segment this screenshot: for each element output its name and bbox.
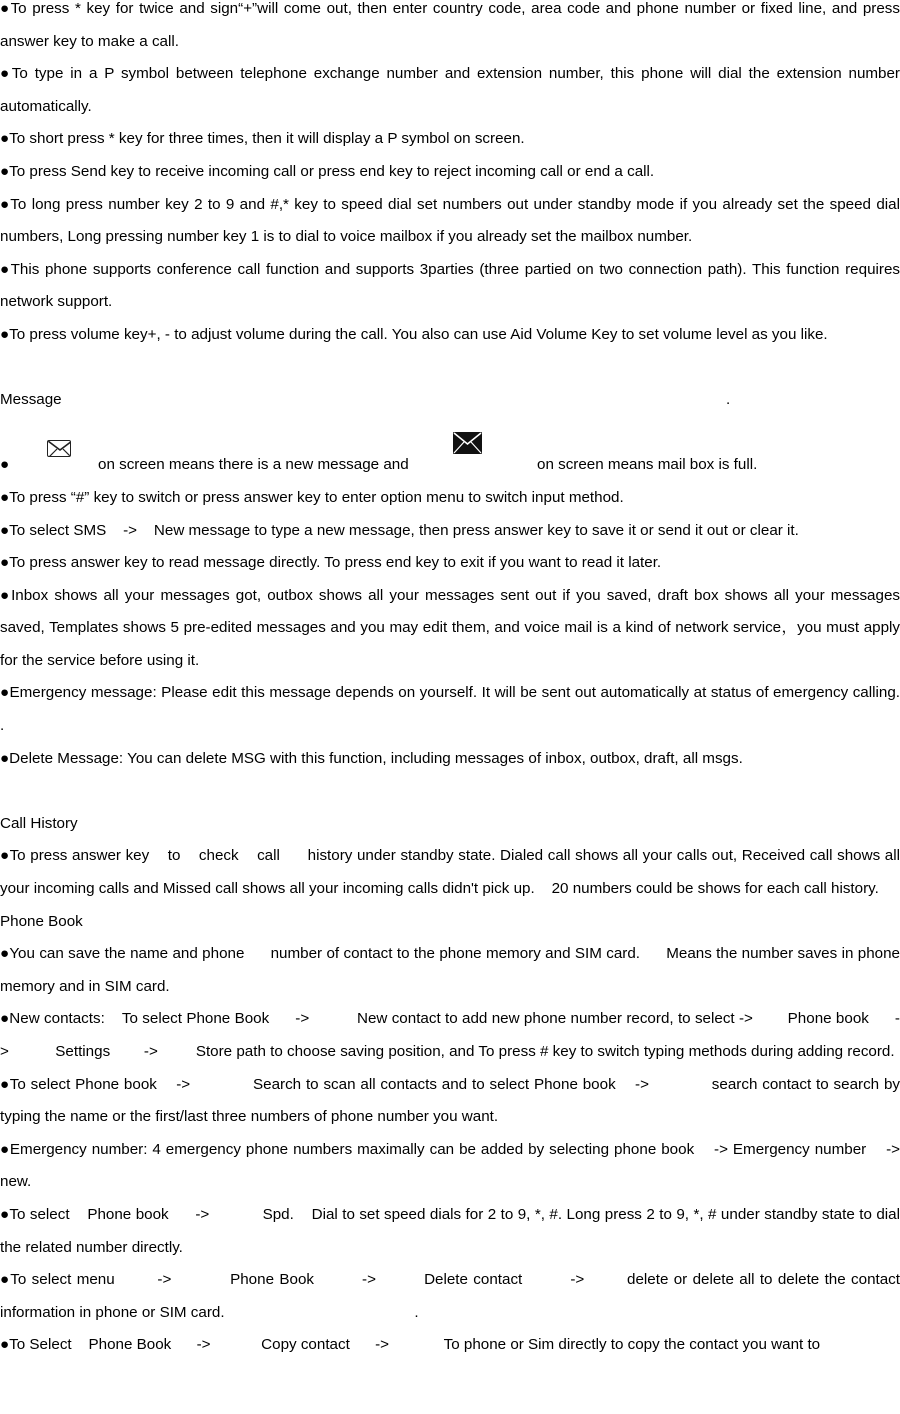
- mailbox-full-text: on screen means mail box is full.: [537, 456, 758, 474]
- icon-row-bullet: ●: [0, 456, 10, 474]
- paragraph-delete-contact: ●To select menu -> Phone Book -> Delete contact -> delete or delete all to delete the contact information in phone or SIM card. .: [0, 1271, 900, 1321]
- spacer: [0, 417, 900, 450]
- envelope-outline-icon: [47, 440, 71, 457]
- message-heading: Message: [0, 391, 62, 409]
- paragraph-intl-call: ●To press * key for twice and sign“+”will come out, then enter country code, area code and phone number or fixed line, and press answer key to make a call.: [0, 0, 900, 50]
- paragraph-new-contacts: ●New contacts: To select Phone Book -> New contact to add new phone number record, to select -> Phone book -> Settings -> Store path to choose saving position, and To press # key to switch typing methods during adding record.: [0, 1010, 900, 1060]
- paragraph-call-history: ●To press answer key to check call history under standby state. Dialed call shows all your calls out, Received call shows all your incoming calls and Missed call shows all your incoming calls didn't pick up. 20 numbers could be shows for each call history.: [0, 847, 900, 898]
- message-icons-row: [0, 449, 900, 482]
- paragraph-speed-dial: ●To long press number key 2 to 9 and #,* key to speed dial set numbers out under standby mode if you already set the speed dial numbers, Long pressing number key 1 is to dial to voice mailbox if you already set the mailbox number.: [0, 195, 900, 246]
- spacer: [0, 352, 900, 385]
- message-heading-row: [0, 384, 900, 417]
- paragraph-conference: ●This phone supports conference call function and supports 3parties (three partied on two connection path). This function requires network support.: [0, 260, 900, 311]
- paragraph-send-end: ●To press Send key to receive incoming call or press end key to reject incoming call or end a call.: [0, 162, 655, 180]
- paragraph-inbox: ●Inbox shows all your messages got, outbox shows all your messages sent out if you saved, draft box shows all your messages saved, Templates shows 5 pre-edited messages and you may edit them, and voice mail is a kind of network service，you must apply for the service before using it.: [0, 586, 900, 669]
- paragraph-new-sms: ●To select SMS -> New message to type a new message, then press answer key to save it or send it out or clear it.: [0, 521, 799, 539]
- paragraph-volume: ●To press volume key+, - to adjust volume during the call. You also can use Aid Volume Key to set volume level as you like.: [0, 325, 828, 343]
- paragraph-emergency-message: ●Emergency message: Please edit this message depends on yourself. It will be sent out automatically at status of emergency calling. .: [0, 684, 900, 735]
- paragraph-save-contact: ●You can save the name and phone number of contact to the phone memory and SIM card. Means the number saves in phone memory and in SIM card.: [0, 945, 900, 995]
- paragraph-read-message: ●To press answer key to read message directly. To press end key to exit if you want to read it later.: [0, 554, 662, 572]
- message-heading-dot: .: [726, 391, 731, 409]
- phone-book-heading: Phone Book: [0, 912, 83, 930]
- paragraph-extension: ●To type in a P symbol between telephone exchange number and extension number, this phone will dial the extension number automatically.: [0, 65, 900, 115]
- paragraph-p-symbol: ●To short press * key for three times, then it will display a P symbol on screen.: [0, 130, 525, 148]
- paragraph-speed-dials: ●To select Phone book -> Spd. Dial to set speed dials for 2 to 9, *, #. Long press 2 to 9, *, # under standby state to dial the related number directly.: [0, 1205, 900, 1256]
- paragraph-emergency-number: ●Emergency number: 4 emergency phone numbers maximally can be added by selecting phone book -> Emergency number -> new.: [0, 1140, 900, 1191]
- call-history-heading: Call History: [0, 814, 78, 832]
- paragraph-copy-contact: ●To Select Phone Book -> Copy contact -> To phone or Sim directly to copy the contact you want to: [0, 1336, 821, 1354]
- paragraph-search: ●To select Phone book -> Search to scan all contacts and to select Phone book -> search contact to search by typing the name or the first/last three numbers of phone number you want.: [0, 1075, 900, 1126]
- paragraph-delete-message: ●Delete Message: You can delete MSG with this function, including messages of inbox, outbox, draft, all msgs.: [0, 749, 743, 767]
- spacer: [0, 775, 900, 808]
- paragraph-input-method: ●To press “#” key to switch or press answer key to enter option menu to switch input method.: [0, 488, 624, 506]
- new-message-text: on screen means there is a new message and: [98, 456, 409, 474]
- envelope-filled-icon: [453, 432, 482, 454]
